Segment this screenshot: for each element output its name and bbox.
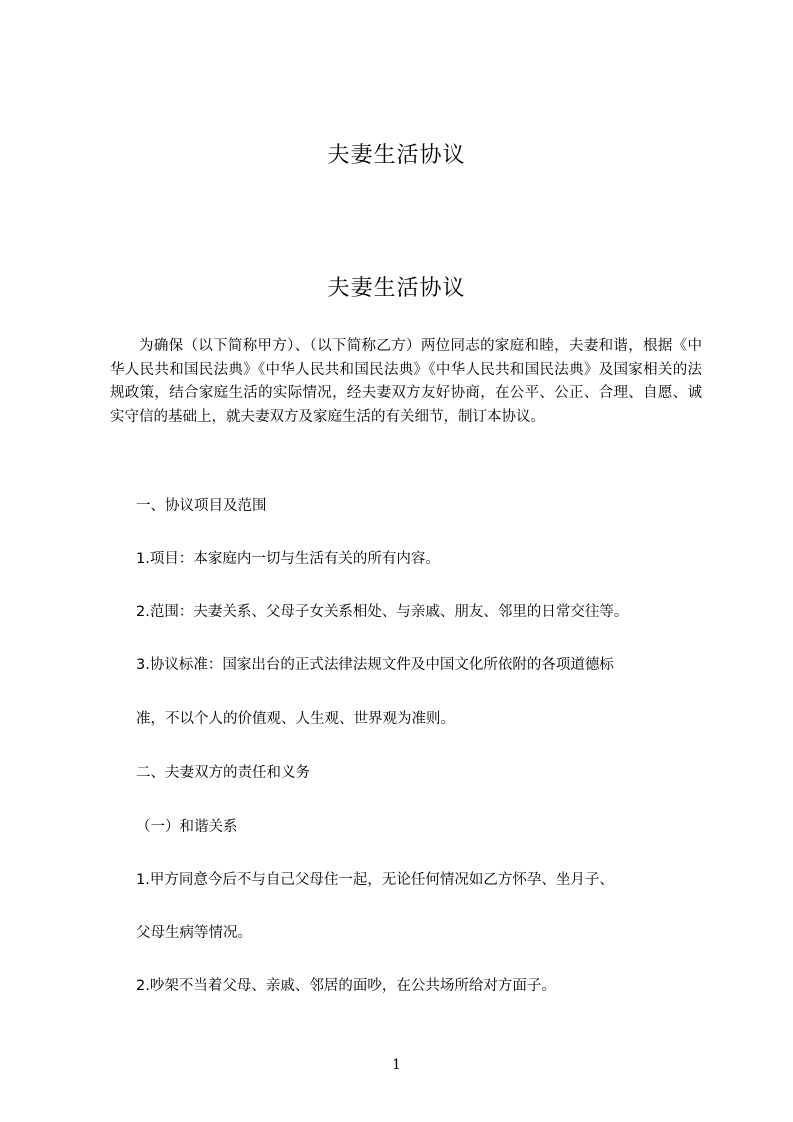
duty-1-line-2: 父母生病等情况。: [136, 925, 252, 941]
section-1-item-2: 2.范围：夫妻关系、父母子女关系相处、与亲戚、朋友、邻里的日常交往等。: [136, 604, 629, 620]
section-1-heading: 一、协议项目及范围: [136, 498, 267, 514]
duty-2: 2.吵架不当着父母、亲戚、邻居的面吵，在公共场所给对方面子。: [136, 978, 556, 994]
section-1-item-3-line-2: 准，不以个人的价值观、人生观、世界观为准则。: [136, 711, 455, 727]
intro-paragraph: 为确保（以下简称甲方）、（以下简称乙方）两位同志的家庭和睦，夫妻和谐，根据《中华人民共和国民法典》《中华人民共和国民法典》《中华人民共和国民法典》及国家相关的法规政策，结合家庭生活的实际情况，经夫妻双方友好协商，在公平、公正、合理、自愿、诚实守信的基础上，就夫妻双方及家庭生活的有关细节，制订本协议。: [110, 338, 702, 425]
subsection-1-heading: （一）和谐关系: [136, 819, 238, 835]
document-title-main: 夫妻生活协议: [327, 276, 466, 301]
page-number: 1: [392, 1057, 401, 1073]
section-2-heading: 二、夫妻双方的责任和义务: [136, 765, 310, 781]
duty-1-line-1: 1.甲方同意今后不与自己父母住一起，无论任何情况如乙方怀孕、坐月子、: [136, 872, 614, 888]
section-1-item-3-line-1: 3.协议标准：国家出台的正式法律法规文件及中国文化所依附的各项道德标: [136, 657, 614, 673]
document-title-top: 夫妻生活协议: [327, 143, 466, 168]
section-1-item-1: 1.项目：本家庭内一切与生活有关的所有内容。: [136, 551, 440, 567]
